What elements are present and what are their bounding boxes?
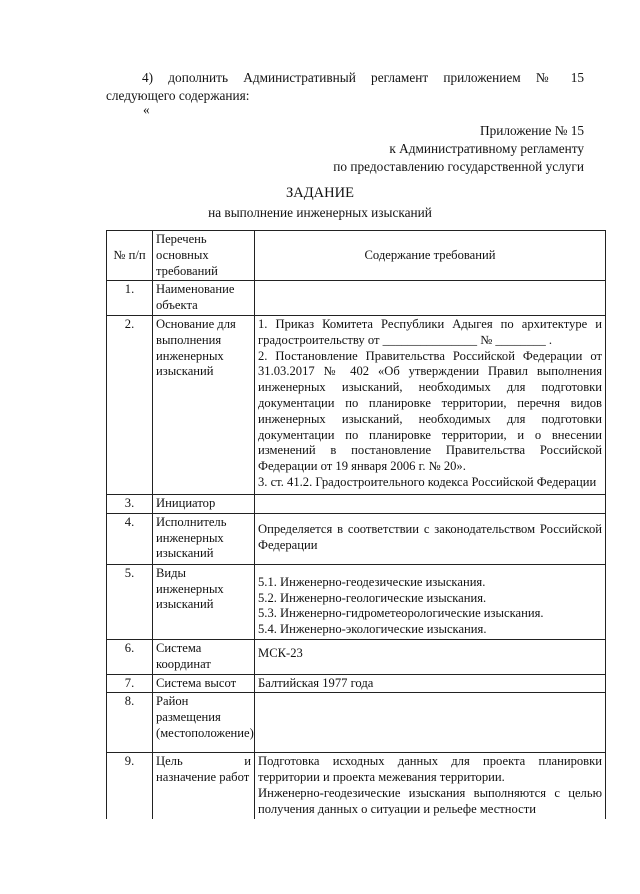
content-paragraph: Инженерно-геодезические изыскания выполняются с целью получения данных о ситуации и рельефе местности xyxy=(258,785,602,816)
row-requirement-content xyxy=(255,513,606,564)
content-paragraph: Балтийская 1977 года xyxy=(258,675,374,690)
appendix-header xyxy=(333,122,584,176)
row-requirement-name: Система высот xyxy=(153,674,255,693)
row-number: 2. xyxy=(107,315,153,494)
row-requirement-content xyxy=(255,674,606,693)
row-number: 4. xyxy=(107,513,153,564)
content-paragraph: 5.1. Инженерно-геодезические изыскания. xyxy=(258,574,486,589)
table-row xyxy=(107,639,606,674)
row-requirement-name: Основание для выполнения инженерных изысканий xyxy=(153,315,255,494)
row-number: 5. xyxy=(107,564,153,639)
row-requirement-content xyxy=(255,693,606,753)
content-paragraph: 3. ст. 41.2. Градостроительного кодекса Российской Федерации xyxy=(258,474,597,489)
content-paragraph: Подготовка исходных данных для проекта планировки территории и проекта межевания территории. xyxy=(258,754,602,785)
row-number: 9. xyxy=(107,753,153,819)
table-row xyxy=(107,494,606,513)
row-number: 7. xyxy=(107,674,153,693)
intro-line-1: 4) дополнить Административный регламент приложением № 15 xyxy=(142,70,584,85)
table-row xyxy=(107,693,606,753)
content-paragraph: 5.4. Инженерно-экологические изыскания. xyxy=(258,622,487,637)
row-number: 8. xyxy=(107,693,153,753)
row-requirement-content xyxy=(255,564,606,639)
content-paragraph: МСК-23 xyxy=(258,645,303,660)
content-paragraph: 5.3. Инженерно-гидрометеорологические изыскания. xyxy=(258,606,544,621)
table-row xyxy=(107,281,606,316)
row-number: 1. xyxy=(107,281,153,316)
row-requirement-name: Цель и назначение работ xyxy=(153,753,255,819)
content-paragraph: 2. Постановление Правительства Российской Федерации от 31.03.2017 № 402 «Об утверждении Правил выполнения инженерных изысканий, необходимых для подготовки документации по планировке территории, перечня видов инженерных изысканий, необходимых для подготовки документации по планировке территории, и о внесении изменений в постановление Правительства Российской Федерации от 19 января 2006 г. № 20». xyxy=(258,348,602,474)
row-requirement-name: Инициатор xyxy=(153,494,255,513)
appendix-line-1: Приложение № 15 xyxy=(480,123,584,138)
content-paragraph: 1. Приказ Комитета Республики Адыгея по архитектуре и градостроительству от _______________ № ________ . xyxy=(258,316,602,347)
row-requirement-content xyxy=(255,639,606,674)
row-requirement-name: Наименование объекта xyxy=(153,281,255,316)
intro-paragraph xyxy=(106,69,584,105)
row-requirement-name: Исполнитель инженерных изысканий xyxy=(153,513,255,564)
row-requirement-content xyxy=(255,315,606,494)
appendix-line-2: к Административному регламенту xyxy=(389,141,584,156)
row-requirement-content xyxy=(255,281,606,316)
opening-quote: « xyxy=(143,102,150,117)
title-main: ЗАДАНИЕ xyxy=(286,185,354,201)
appendix-line-3: по предоставлению государственной услуги xyxy=(333,159,584,174)
row-requirement-name: Район размещения (местоположение) xyxy=(153,693,255,753)
intro-line-2: следующего содержания: xyxy=(106,88,250,103)
table-row xyxy=(107,315,606,494)
row-requirement-content xyxy=(255,753,606,819)
row-requirement-name: Виды инженерных изысканий xyxy=(153,564,255,639)
table-row xyxy=(107,753,606,819)
table-header-row xyxy=(107,231,606,281)
table-row xyxy=(107,674,606,693)
table-row xyxy=(107,564,606,639)
title-sub: на выполнение инженерных изысканий xyxy=(208,205,432,220)
row-number: 6. xyxy=(107,639,153,674)
document-title xyxy=(0,183,640,223)
header-list: Перечень основных требований xyxy=(153,231,255,281)
row-requirement-name: Система координат xyxy=(153,639,255,674)
header-content: Содержание требований xyxy=(255,231,606,281)
requirements-table xyxy=(106,230,606,819)
content-paragraph: 5.2. Инженерно-геологические изыскания. xyxy=(258,590,487,605)
row-requirement-content xyxy=(255,494,606,513)
content-paragraph: Определяется в соответствии с законодательством Российской Федерации xyxy=(258,521,602,552)
header-num: № п/п xyxy=(107,231,153,281)
row-number: 3. xyxy=(107,494,153,513)
table-row xyxy=(107,513,606,564)
